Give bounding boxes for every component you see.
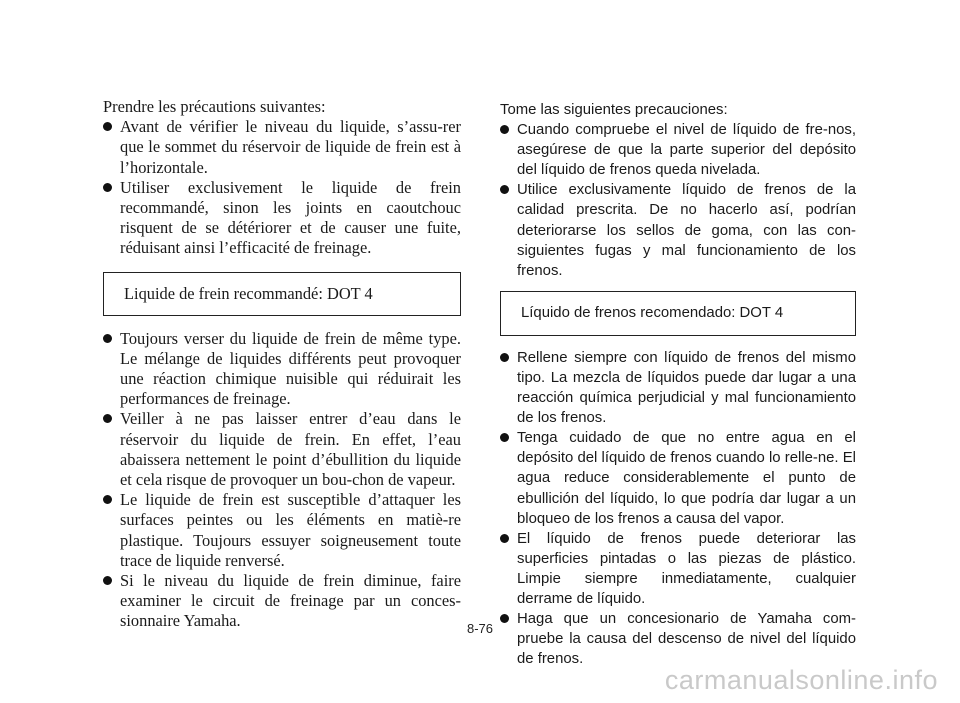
list-item: Tenga cuidado de que no entre agua en el depósito del líquido de frenos cuando lo relle-ne. El agua reduce considerablemente el punto de ebullición del líquido, lo que podría dar lugar a un bloqueo de los frenos a causa del vapor.: [500, 428, 856, 528]
bullet-icon: [103, 334, 112, 343]
bullet-icon: [103, 414, 112, 423]
french-column: [103, 97, 461, 632]
list-item: Le liquide de frein est susceptible d’attaquer les surfaces peintes ou les éléments en matiè-re plastique. Toujours essuyer soigneusement toute trace de liquide renversé.: [103, 490, 461, 571]
bullet-icon: [500, 433, 509, 442]
spanish-recommended-fluid: Líquido de frenos recomendado: DOT 4: [521, 305, 784, 322]
watermark: carmanualsonline.info: [664, 665, 938, 695]
bullet-icon: [500, 185, 509, 194]
french-bullets-after: [103, 329, 461, 632]
bullet-icon: [500, 125, 509, 134]
french-bullets-before: [103, 117, 461, 258]
list-item: Cuando compruebe el nivel de líquido de fre-nos, asegúrese de que la parte superior del depósito del líquido de frenos queda nivelada.: [500, 120, 856, 180]
spanish-recommended-fluid-box: [500, 291, 856, 336]
spanish-bullets-before: [500, 120, 856, 281]
bullet-icon: [103, 122, 112, 131]
spanish-column: [500, 100, 856, 669]
french-recommended-fluid: Liquide de frein recommandé: DOT 4: [124, 283, 373, 303]
french-recommended-fluid-box: [103, 272, 461, 316]
page-number: 8-76: [466, 621, 494, 636]
bullet-icon: [103, 183, 112, 192]
list-item: Avant de vérifier le niveau du liquide, s’assu-rer que le sommet du réservoir de liquide de frein est à l’horizontale.: [103, 117, 461, 178]
spanish-intro: Tome las siguientes precauciones:: [500, 102, 728, 118]
list-item: Veiller à ne pas laisser entrer d’eau dans le réservoir du liquide de frein. En effet, l’eau abaissera nettement le point d’ébullition du liquide et cela risque de provoquer un bou-chon de vapeur.: [103, 409, 461, 490]
list-item: Haga que un concesionario de Yamaha com-pruebe la causa del descenso de nivel del líquido de frenos.: [500, 609, 856, 669]
bullet-icon: [103, 576, 112, 585]
list-item: Rellene siempre con líquido de frenos del mismo tipo. La mezcla de líquidos puede dar lugar a una reacción química perjudicial y mal funcionamiento de los frenos.: [500, 348, 856, 428]
bullet-icon: [103, 495, 112, 504]
french-intro: Prendre les précautions suivantes:: [103, 97, 326, 116]
bullet-icon: [500, 353, 509, 362]
list-item: Si le niveau du liquide de frein diminue, faire examiner le circuit de freinage par un conces-sionnaire Yamaha.: [103, 571, 461, 632]
list-item: Utilice exclusivamente líquido de frenos de la calidad prescrita. De no hacerlo así, podrían deteriorarse los sellos de goma, con las con-siguientes fugas y mal funcionamiento de los frenos.: [500, 180, 856, 280]
list-item: El líquido de frenos puede deteriorar las superficies pintadas o las piezas de plástico. Limpie siempre inmediatamente, cualquier derrame de líquido.: [500, 529, 856, 609]
list-item: Toujours verser du liquide de frein de même type. Le mélange de liquides différents peut provoquer une réaction chimique nuisible qui réduirait les performances de freinage.: [103, 329, 461, 410]
bullet-icon: [500, 534, 509, 543]
list-item: Utiliser exclusivement le liquide de frein recommandé, sinon les joints en caoutchouc risquent de se détériorer et de causer une fuite, réduisant ainsi l’efficacité de freinage.: [103, 178, 461, 259]
